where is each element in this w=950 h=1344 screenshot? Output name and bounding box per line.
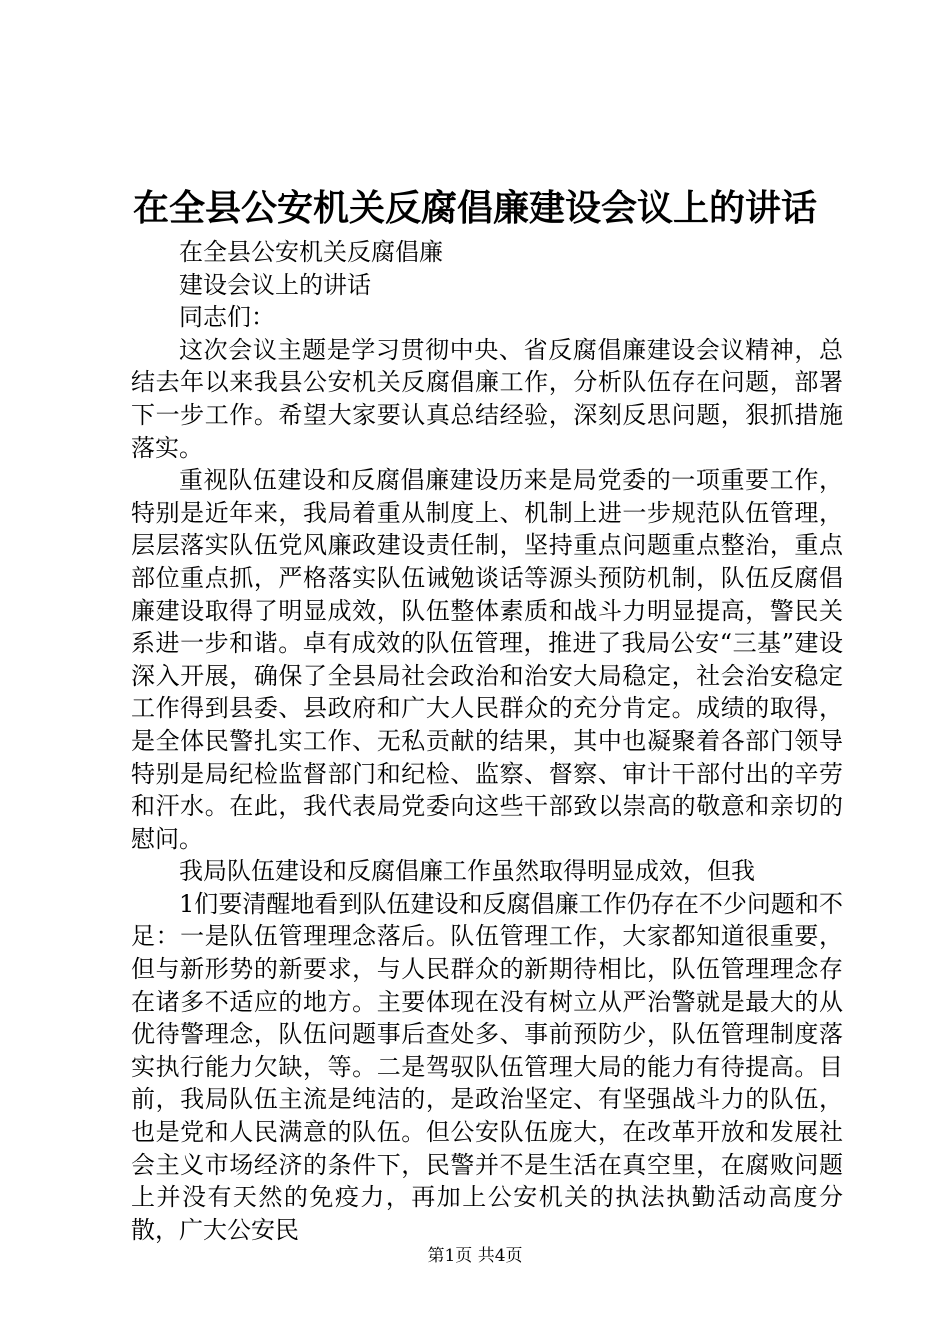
body-paragraph: 同志们： (179, 303, 275, 332)
body-paragraph: 建设会议上的讲话 (179, 270, 371, 299)
body-paragraph: 这次会议主题是学习贯彻中央、省反腐倡廉建设会议精神，总结去年以来我县公安机关反腐倡廉工作，分析队伍存在问题，部署下一步工作。希望大家要认真总结经验，深刻反思问题，狠抓措施落实。 (131, 335, 843, 462)
body-paragraph: 1们要清醒地看到队伍建设和反腐倡廉工作仍存在不少问题和不足：一是队伍管理理念落后。队伍管理工作，大家都知道很重要，但与新形势的新要求，与人民群众的新期待相比，队伍管理理念存在诸多不适应的地方。主要体现在没有树立从严治警就是最大的从优待警理念，队伍问题事后查处多、事前预防少，队伍管理制度落实执行能力欠缺，等。二是驾驭队伍管理大局的能力有待提高。目前，我局队伍主流是纯洁的，是政治坚定、有坚强战斗力的队伍，也是党和人民满意的队伍。但公安队伍庞大，在改革开放和发展社会主义市场经济的条件下，民警并不是生活在真空里，在腐败问题上并没有天然的免疫力，再加上公安机关的执法执勤活动高度分散，广大公安民 (131, 889, 843, 1244)
document-body (131, 236, 843, 1246)
page-title: 在全县公安机关反腐倡廉建设会议上的讲话 (132, 187, 817, 229)
body-paragraph: 在全县公安机关反腐倡廉 (179, 238, 443, 266)
body-paragraph: 重视队伍建设和反腐倡廉建设历来是局党委的一项重要工作，特别是近年来，我局着重从制度上、机制上进一步规范队伍管理，层层落实队伍党风廉政建设责任制，坚持重点问题重点整治，重点部位重点抓，严格落实队伍诫勉谈话等源头预防机制，队伍反腐倡廉建设取得了明显成效，队伍整体素质和战斗力明显提高，警民关系进一步和谐。卓有成效的队伍管理，推进了我局公安“三基”建设深入开展，确保了全县局社会政治和治安大局稳定，社会治安稳定工作得到县委、县政府和广大人民群众的充分肯定。成绩的取得，是全体民警扎实工作、无私贡献的结果，其中也凝聚着各部门领导特别是局纪检监督部门和纪检、监察、督察、审计干部付出的辛劳和汗水。在此，我代表局党委向这些干部致以崇高的敬意和亲切的慰问。 (131, 466, 843, 853)
body-paragraph: 我局队伍建设和反腐倡廉工作虽然取得明显成效，但我 (179, 857, 755, 886)
page-footer: 第1页 共4页 (427, 1246, 523, 1266)
